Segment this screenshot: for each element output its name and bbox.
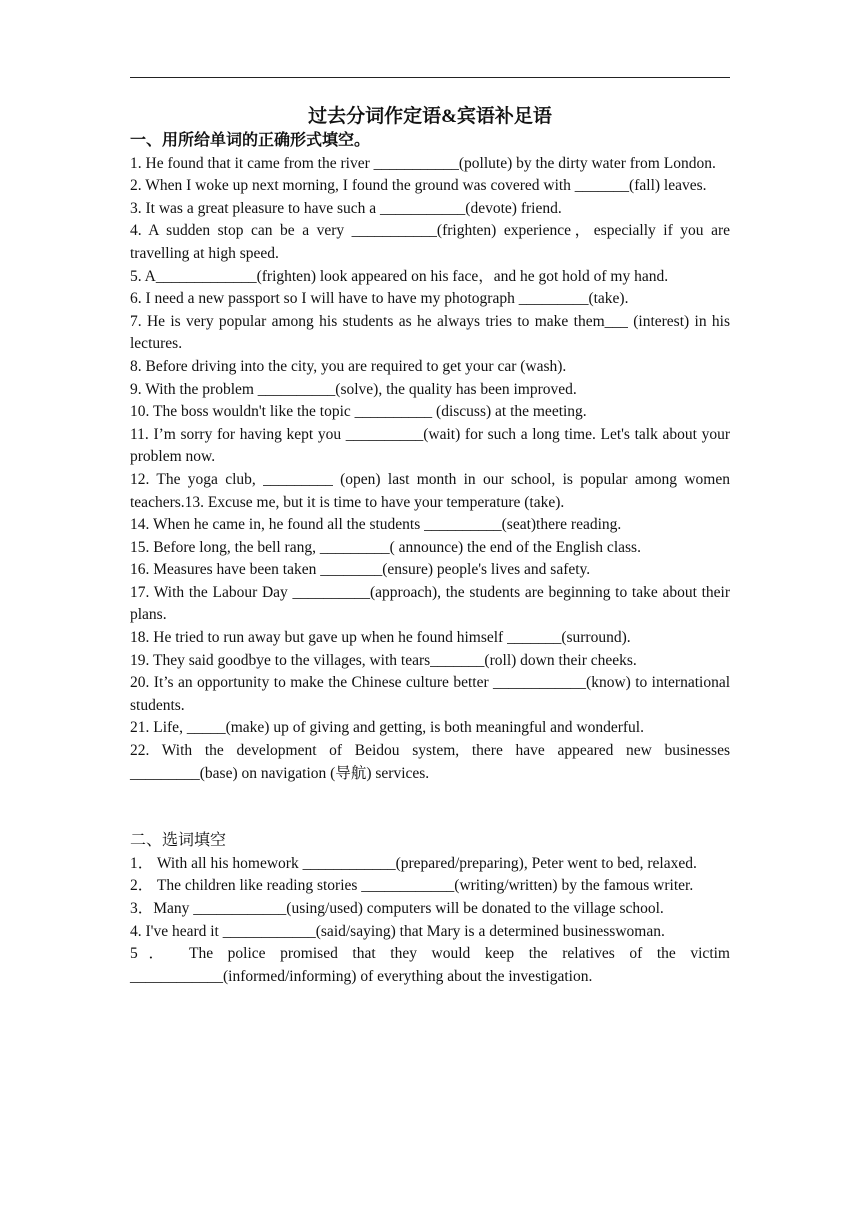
question-item: 6. I need a new passport so I will have to have my photograph _________(take). <box>130 290 629 308</box>
question-item: 14. When he came in, he found all the students __________(seat)there reading. <box>130 516 622 534</box>
page-title: 过去分词作定语&宾语补足语 <box>308 106 552 127</box>
question-item: 10. The boss wouldn't like the topic __________ (discuss) at the meeting. <box>130 403 587 421</box>
section-2-heading: 二、选词填空 <box>130 832 227 850</box>
question-item: 3．Many ____________(using/used) computers will be donated to the village school. <box>130 900 664 917</box>
worksheet-body <box>130 130 730 988</box>
question-item: 12. The yoga club, _________ (open) last month in our school, is popular among women teachers.13. Excuse me, but it is time to have your temperature (take). <box>130 470 730 511</box>
question-item: 3. It was a great pleasure to have such a ___________(devote) friend. <box>130 199 562 217</box>
question-item: 9. With the problem __________(solve), the quality has been improved. <box>130 380 577 398</box>
question-item: 22. With the development of Beidou system, there have appeared new businesses _________(base) on navigation (导航) services. <box>130 742 730 782</box>
question-item: 19. They said goodbye to the villages, with tears_______(roll) down their cheeks. <box>130 651 637 669</box>
question-item: 2. When I woke up next morning, I found the ground was covered with _______(fall) leaves. <box>130 177 707 195</box>
question-item: 21. Life, _____(make) up of giving and getting, is both meaningful and wonderful. <box>130 719 644 737</box>
question-item: 1． With all his homework ____________(prepared/preparing), Peter went to bed, relaxed. <box>130 854 697 872</box>
question-item: 4. A sudden stop can be a very ___________(frighten) experience，especially if you are travelling at high speed. <box>130 222 730 262</box>
question-item: 4. I've heard it ____________(said/saying) that Mary is a determined businesswoman. <box>130 922 665 940</box>
section-1-list <box>130 153 730 786</box>
question-item: 17. With the Labour Day __________(approach), the students are beginning to take about their plans. <box>130 583 730 624</box>
section-2-list <box>130 853 730 989</box>
section-1-heading: 一、用所给单词的正确形式填空。 <box>130 132 371 149</box>
question-item: 18. He tried to run away but gave up when he found himself _______(surround). <box>130 629 631 647</box>
question-item: 15. Before long, the bell rang, _________( announce) the end of the English class. <box>130 538 641 556</box>
question-item: 7. He is very popular among his students as he always tries to make them___ (interest) in his lectures. <box>130 312 730 353</box>
question-item: 5． The police promised that they would keep the relatives of the victim ____________(informed/informing) of everything about the investigation. <box>130 945 730 985</box>
question-item: 8. Before driving into the city, you are required to get your car (wash). <box>130 357 567 375</box>
section-spacer <box>130 785 730 830</box>
header-rule <box>130 77 730 78</box>
question-item: 20. It’s an opportunity to make the Chinese culture better ____________(know) to international students. <box>130 674 730 714</box>
question-item: 11. I’m sorry for having kept you __________(wait) for such a long time. Let's talk about your problem now. <box>130 425 730 466</box>
question-item: 5. A_____________(frighten) look appeared on his face，and he got hold of my hand. <box>130 267 669 285</box>
question-item: 16. Measures have been taken ________(ensure) people's lives and safety. <box>130 561 591 579</box>
question-item: 1. He found that it came from the river ___________(pollute) by the dirty water from London. <box>130 154 716 172</box>
question-item: 2． The children like reading stories ____________(writing/written) by the famous writer. <box>130 877 694 895</box>
